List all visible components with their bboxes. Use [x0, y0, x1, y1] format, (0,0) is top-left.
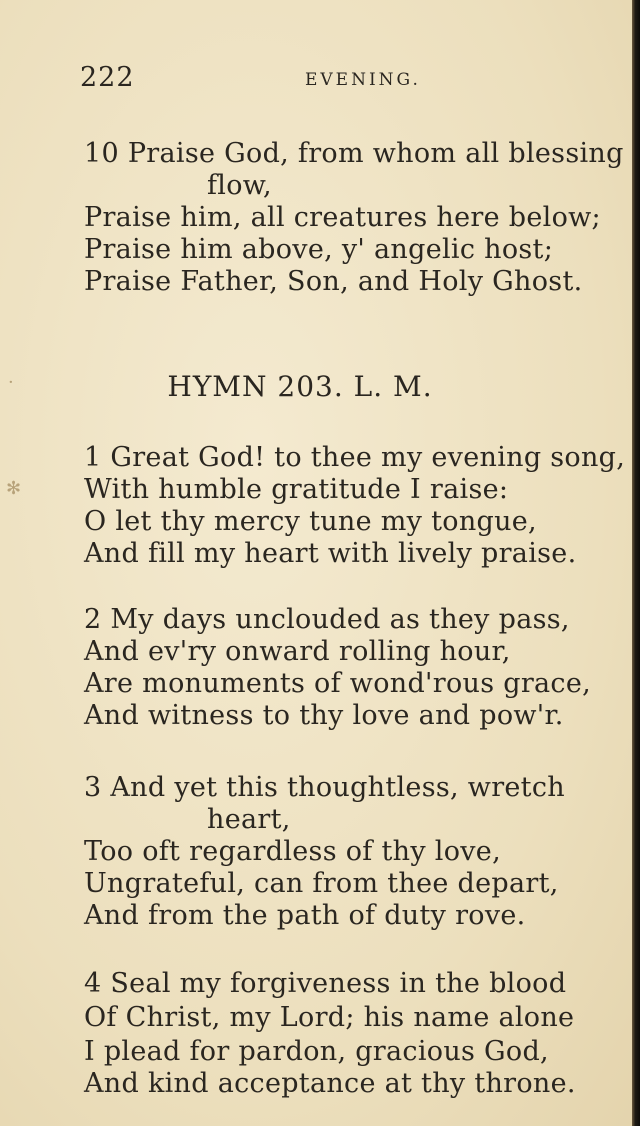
page-number: 222	[80, 62, 135, 93]
verse-line: 10 Praise God, from whom all blessing	[84, 138, 624, 169]
verse-line: Praise him, all creatures here below;	[84, 202, 601, 233]
verse-line: Too oft regardless of thy love,	[84, 836, 501, 867]
hymn-title: HYMN 203. L. M.	[167, 370, 433, 403]
verse-line: Are monuments of wond'rous grace,	[84, 668, 592, 699]
verse-line: O let thy mercy tune my tongue,	[84, 506, 537, 537]
verse-line: Praise him above, y' angelic host;	[84, 234, 554, 265]
verse-line: heart,	[207, 804, 291, 835]
verse-line: With humble gratitude I raise:	[84, 474, 509, 505]
page-header	[80, 62, 620, 102]
verse-line: Ungrateful, can from thee depart,	[84, 868, 559, 899]
verse-line: Praise Father, Son, and Holy Ghost.	[84, 266, 583, 297]
verse-line: 2 My days unclouded as they pass,	[84, 604, 570, 635]
verse-line: I plead for pardon, gracious God,	[84, 1036, 549, 1067]
running-head: EVENING.	[305, 70, 421, 90]
verse-line: And fill my heart with lively praise.	[84, 538, 577, 569]
page-edge-shadow	[632, 0, 640, 1126]
verse-line: flow,	[207, 170, 272, 201]
verse-line: Of Christ, my Lord; his name alone	[84, 1002, 575, 1033]
paper-speck: ·	[8, 372, 14, 393]
verse-line: And kind acceptance at thy throne.	[84, 1068, 576, 1099]
verse-line: 1 Great God! to thee my evening song,	[84, 442, 626, 473]
verse-line: And ev'ry onward rolling hour,	[84, 636, 511, 667]
verse-line: And from the path of duty rove.	[84, 900, 526, 931]
paper-speck: ✻	[6, 478, 22, 499]
verse-line: 3 And yet this thoughtless, wretch	[84, 772, 565, 803]
verse-line: And witness to thy love and pow'r.	[84, 700, 564, 731]
verse-line: 4 Seal my forgiveness in the blood	[84, 968, 567, 999]
